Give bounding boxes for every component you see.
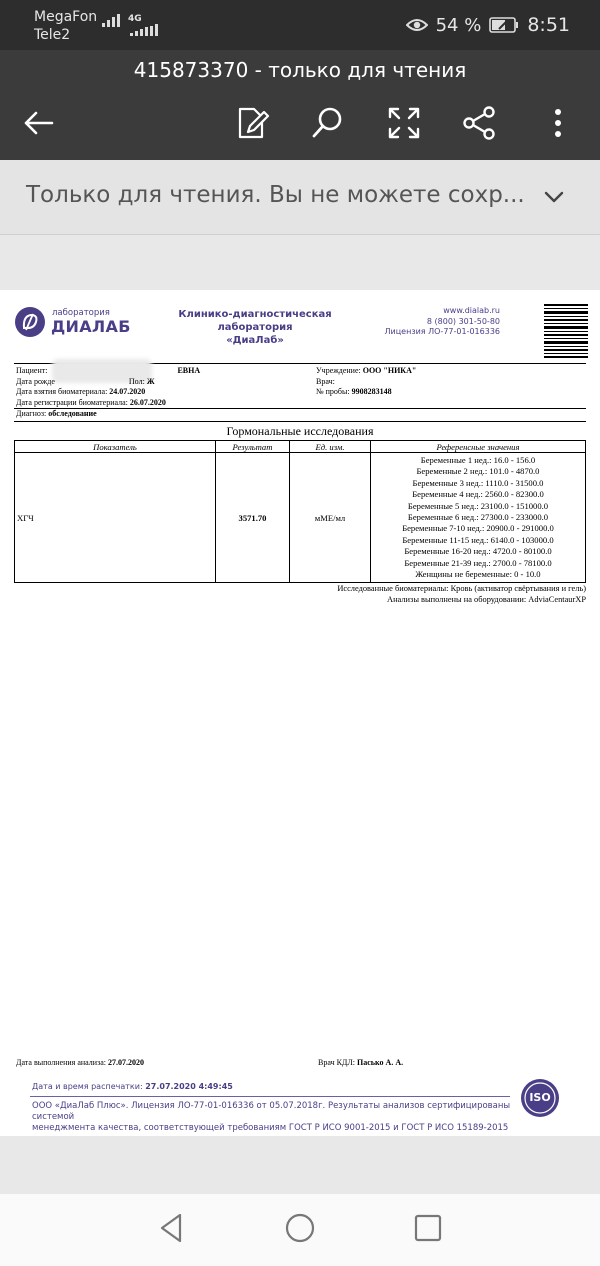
institution-label: Учреждение:: [316, 366, 361, 375]
diagnosis-divider: [14, 421, 586, 422]
indicator-cell: ХГЧ: [15, 453, 216, 583]
lab-phone: 8 (800) 301-50-80: [426, 316, 500, 326]
back-arrow-icon[interactable]: [20, 105, 56, 141]
unit-cell: мМЕ/мл: [290, 453, 371, 583]
edit-document-icon[interactable]: [234, 105, 270, 141]
logo-small-text: лаборатория: [52, 308, 110, 318]
fullscreen-icon[interactable]: [386, 105, 422, 141]
search-icon[interactable]: [310, 105, 346, 141]
battery-icon: [489, 17, 519, 33]
doctor-label: Врач:: [316, 376, 335, 386]
status-bar: [0, 0, 600, 50]
sex-label: Пол:: [128, 376, 145, 386]
footer-divider: [30, 1096, 510, 1097]
sample-date-value: 24.07.2020: [109, 387, 146, 396]
eye-icon: [406, 18, 428, 32]
biomaterial-note: Исследованные биоматериалы: Кровь (активатор свёртывания и гель): [337, 584, 586, 593]
sex-value: Ж: [146, 376, 155, 386]
lab-license: Лицензия ЛО-77-01-016336: [384, 327, 500, 336]
patient-name-suffix: ЕВНА: [177, 366, 201, 375]
dialab-logo: [14, 304, 131, 342]
more-vert-icon[interactable]: [540, 105, 576, 141]
table-row: [15, 453, 586, 583]
disclaimer-line1: ООО «ДиаЛаб Плюс». Лицензия ЛО-77-01-016336 от 05.07.2018г. Результаты анализов сертифицированы системой: [32, 1101, 511, 1122]
sample-number-label: № пробы:: [316, 387, 350, 396]
dialab-logo-mark: [14, 306, 46, 338]
share-icon[interactable]: [462, 105, 498, 141]
reference-line: Беременные 11-15 нед.: 6140.0 - 103000.0: [402, 534, 554, 545]
home-circle-icon[interactable]: [282, 1210, 318, 1246]
lab-name-line2: «ДиаЛаб»: [226, 335, 284, 346]
results-table: [14, 440, 586, 583]
lab-name-line1: Клинико-диагностическая лаборатория: [178, 309, 332, 333]
header-reference: Референсные значения: [371, 441, 586, 453]
institution-info: [316, 366, 416, 398]
reg-date-value: 26.07.2020: [129, 397, 166, 407]
print-label: Дата и время распечатки:: [32, 1082, 143, 1091]
header-unit: Ед. изм.: [290, 441, 371, 453]
completion-value: 27.07.2020: [108, 1058, 144, 1067]
reference-line: Беременные 7-10 нед.: 20900.0 - 291000.0: [402, 523, 554, 534]
lab-name: [150, 308, 360, 347]
doctor-kdl-value: Пасько А. А.: [357, 1058, 404, 1067]
doctor-kdl-label: Врач КДЛ:: [318, 1058, 356, 1067]
result-cell: 3571.70: [216, 453, 290, 583]
print-datetime: [32, 1082, 233, 1091]
reference-line: Беременные 2 нед.: 101.0 - 4870.0: [416, 466, 540, 477]
reference-line: Беременные 1 нед.: 16.0 - 156.0: [420, 455, 536, 465]
document-page: [0, 290, 600, 1136]
reference-line: Беременные 5 нед.: 23100.0 - 151000.0: [407, 500, 549, 511]
reference-line: Беременные 6 нед.: 27300.0 - 233000.0: [407, 512, 549, 523]
status-right: [406, 14, 570, 36]
info-divider: [14, 408, 586, 409]
carrier-names: [34, 8, 97, 44]
carrier-2: Tele2: [34, 27, 71, 43]
clock: 8:51: [527, 14, 570, 36]
reference-line: Беременные 3 нед.: 1110.0 - 31500.0: [412, 477, 544, 488]
app-bar: [0, 50, 600, 160]
signal-icon-2: [130, 24, 158, 36]
completion-date: [16, 1058, 144, 1067]
patient-label: Пациент:: [16, 366, 48, 375]
system-nav-bar: [0, 1194, 600, 1266]
diagnosis-value: обследование: [48, 409, 97, 418]
reference-line: Беременные 21-39 нед.: 2700.0 - 78100.0: [404, 557, 552, 568]
chevron-down-icon[interactable]: [542, 188, 566, 206]
reference-cell: [371, 453, 586, 583]
reference-line: Беременные 4 нед.: 2560.0 - 82300.0: [412, 489, 544, 500]
diagnosis: [16, 409, 97, 420]
reg-date-label: Дата регистрации биоматериала:: [16, 397, 128, 407]
disclaimer-line2: менеджмента качества, соответствующей требованиям ГОСТ Р ИСО 9001-2015 и ГОСТ Р ИСО 15189-2015: [32, 1123, 509, 1133]
reference-line: Женщины не беременные: 0 - 10.0: [415, 569, 541, 580]
recents-square-icon[interactable]: [410, 1210, 446, 1246]
read-only-message: Только для чтения. Вы не можете сохр...: [26, 182, 525, 208]
logo-big-text: ДИАЛАБ: [51, 317, 131, 336]
completion-label: Дата выполнения анализа:: [16, 1058, 106, 1067]
network-type: 4G: [128, 14, 142, 24]
iso-badge: [520, 1078, 560, 1118]
patient-info: [16, 366, 200, 408]
lab-website: www.dialab.ru: [443, 306, 500, 315]
carrier-1: MegaFon: [34, 9, 98, 25]
lab-contacts: [380, 306, 500, 338]
reference-line: Беременные 16-20 нед.: 4720.0 - 80100.0: [404, 546, 552, 557]
signal-icon: [102, 14, 120, 27]
print-value: 27.07.2020 4:49:45: [145, 1082, 233, 1091]
sample-number-value: 9908283148: [351, 387, 392, 396]
barcode-image: [544, 304, 588, 358]
equipment-note: Анализы выполнены на оборудовании: AdviaCentaurXP: [387, 595, 586, 604]
header-indicator: Показатель: [15, 441, 216, 453]
header-result: Результат: [216, 441, 290, 453]
certification-disclaimer: [32, 1101, 512, 1134]
iso-label: ISO: [529, 1091, 551, 1104]
doctor-kdl: [318, 1058, 403, 1067]
diagnosis-label: Диагноз:: [16, 409, 47, 418]
back-triangle-icon[interactable]: [154, 1210, 190, 1246]
read-only-banner[interactable]: [0, 160, 600, 235]
section-title: Гормональные исследования: [226, 424, 374, 438]
institution-value: ООО "НИКА": [362, 366, 417, 375]
sample-date-label: Дата взятия биоматериала:: [16, 387, 108, 396]
birth-label: Дата рожде: [16, 376, 55, 386]
battery-percent: 54 %: [435, 14, 482, 36]
table-header-row: [15, 441, 586, 453]
document-title: 415873370 - только для чтения: [133, 58, 467, 82]
